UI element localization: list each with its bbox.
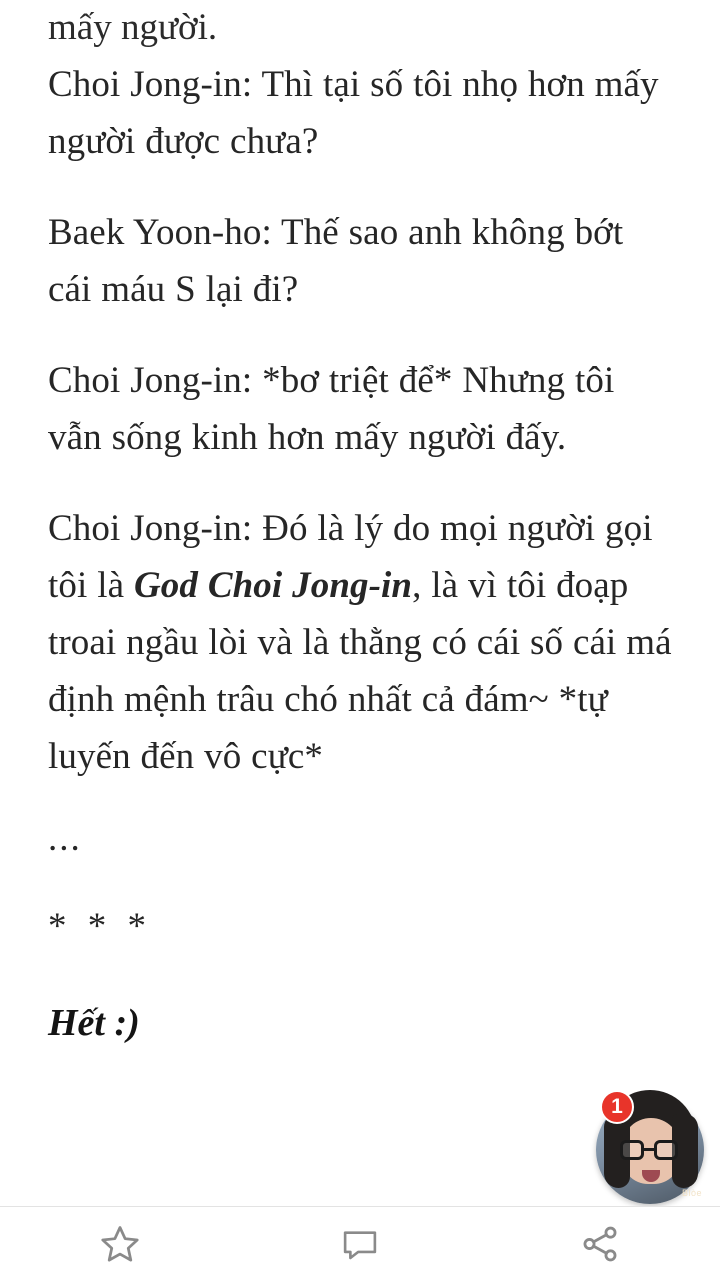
emphasized-name: God Choi Jong-in [133,565,413,606]
share-button[interactable] [540,1207,660,1281]
avatar-glasses-left [620,1140,644,1160]
clipped-previous-line: mấy người. [48,7,218,48]
story-ending: Hết :) [48,1002,140,1044]
star-icon [98,1222,142,1266]
comment-icon [339,1223,381,1265]
paragraph-text-before: Choi Jong-in: Đó là lý do mọi người gọi tôi là [48,508,653,606]
floating-avatar-button[interactable] [596,1096,704,1204]
favorite-button[interactable] [60,1207,180,1281]
bottom-toolbar [0,1206,720,1280]
paragraph-text-after: , là vì tôi đoạp troai ngầu lòi và là thằng có cái số cái má định mệnh trâu chó nhất cả đám~ *tự luyến đến vô cực* [48,565,672,777]
avatar-watermark: Blòe [681,1188,702,1198]
comment-button[interactable] [300,1207,420,1281]
avatar-glasses-bridge [644,1148,656,1151]
notification-badge[interactable]: 1 [600,1090,634,1124]
story-ellipsis: ... [48,818,82,859]
story-separator: * * * [48,906,152,947]
story-paragraph: Choi Jong-in: Thì tại số tôi nhọ hơn mấy người được chưa? [48,64,659,162]
story-paragraph: Baek Yoon-ho: Thế sao anh không bớt cái máu S lại đi? [48,212,624,310]
story-paragraph-with-emphasis [48,500,672,785]
share-icon [579,1223,621,1265]
story-paragraph: Choi Jong-in: *bơ triệt để* Nhưng tôi vẫn sống kinh hơn mấy người đấy. [48,360,615,458]
avatar-glasses-right [654,1140,678,1160]
